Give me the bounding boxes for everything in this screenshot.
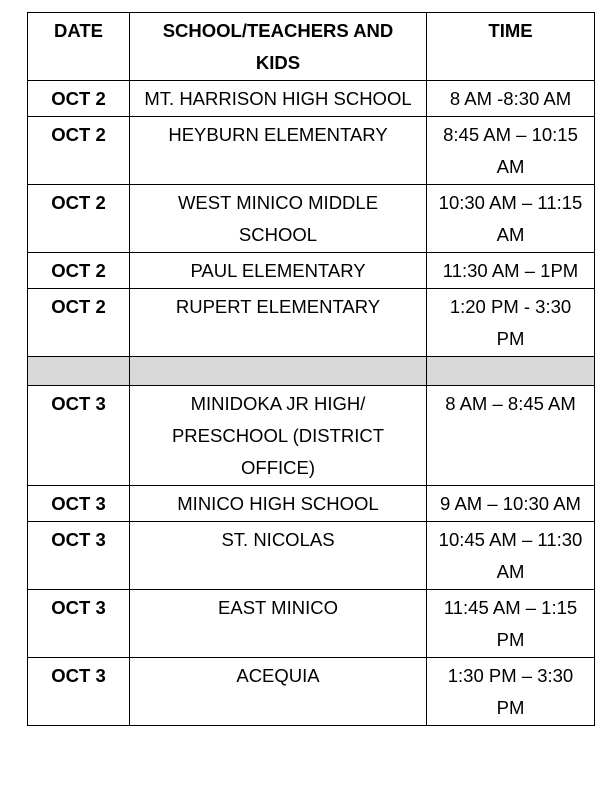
table-row <box>28 185 595 253</box>
table-row <box>28 486 595 522</box>
time-cell: 8 AM – 8:45 AM <box>427 386 595 486</box>
table-row <box>28 522 595 590</box>
table-row <box>28 289 595 357</box>
table-row <box>28 386 595 486</box>
date-cell: OCT 2 <box>28 253 130 289</box>
school-cell: MINICO HIGH SCHOOL <box>130 486 427 522</box>
time-cell: 1:20 PM - 3:30 PM <box>427 289 595 357</box>
separator-cell <box>28 357 130 386</box>
date-cell: OCT 3 <box>28 386 130 486</box>
school-cell: MT. HARRISON HIGH SCHOOL <box>130 81 427 117</box>
separator-row <box>28 357 595 386</box>
time-cell: 10:45 AM – 11:30 AM <box>427 522 595 590</box>
table-row <box>28 590 595 658</box>
table-row <box>28 117 595 185</box>
header-row <box>28 13 595 81</box>
date-cell: OCT 3 <box>28 658 130 726</box>
school-cell: RUPERT ELEMENTARY <box>130 289 427 357</box>
time-cell: 8 AM -8:30 AM <box>427 81 595 117</box>
separator-cell <box>130 357 427 386</box>
school-cell: ST. NICOLAS <box>130 522 427 590</box>
date-cell: OCT 2 <box>28 185 130 253</box>
schedule-table <box>27 12 595 726</box>
date-cell: OCT 2 <box>28 117 130 185</box>
table-row <box>28 81 595 117</box>
date-cell: OCT 3 <box>28 522 130 590</box>
date-cell: OCT 2 <box>28 289 130 357</box>
time-column-header: TIME <box>427 13 595 81</box>
table-row <box>28 253 595 289</box>
school-cell: WEST MINICO MIDDLE SCHOOL <box>130 185 427 253</box>
time-cell: 8:45 AM – 10:15 AM <box>427 117 595 185</box>
separator-cell <box>427 357 595 386</box>
school-cell: PAUL ELEMENTARY <box>130 253 427 289</box>
school-cell: EAST MINICO <box>130 590 427 658</box>
school-cell: HEYBURN ELEMENTARY <box>130 117 427 185</box>
school-cell: ACEQUIA <box>130 658 427 726</box>
date-cell: OCT 3 <box>28 590 130 658</box>
school-cell: MINIDOKA JR HIGH/ PRESCHOOL (DISTRICT OFFICE) <box>130 386 427 486</box>
time-cell: 11:30 AM – 1PM <box>427 253 595 289</box>
table-row <box>28 658 595 726</box>
time-cell: 10:30 AM – 11:15 AM <box>427 185 595 253</box>
time-cell: 11:45 AM – 1:15 PM <box>427 590 595 658</box>
time-cell: 1:30 PM – 3:30 PM <box>427 658 595 726</box>
date-column-header: DATE <box>28 13 130 81</box>
date-cell: OCT 3 <box>28 486 130 522</box>
date-cell: OCT 2 <box>28 81 130 117</box>
school-column-header: SCHOOL/TEACHERS AND KIDS <box>130 13 427 81</box>
time-cell: 9 AM – 10:30 AM <box>427 486 595 522</box>
